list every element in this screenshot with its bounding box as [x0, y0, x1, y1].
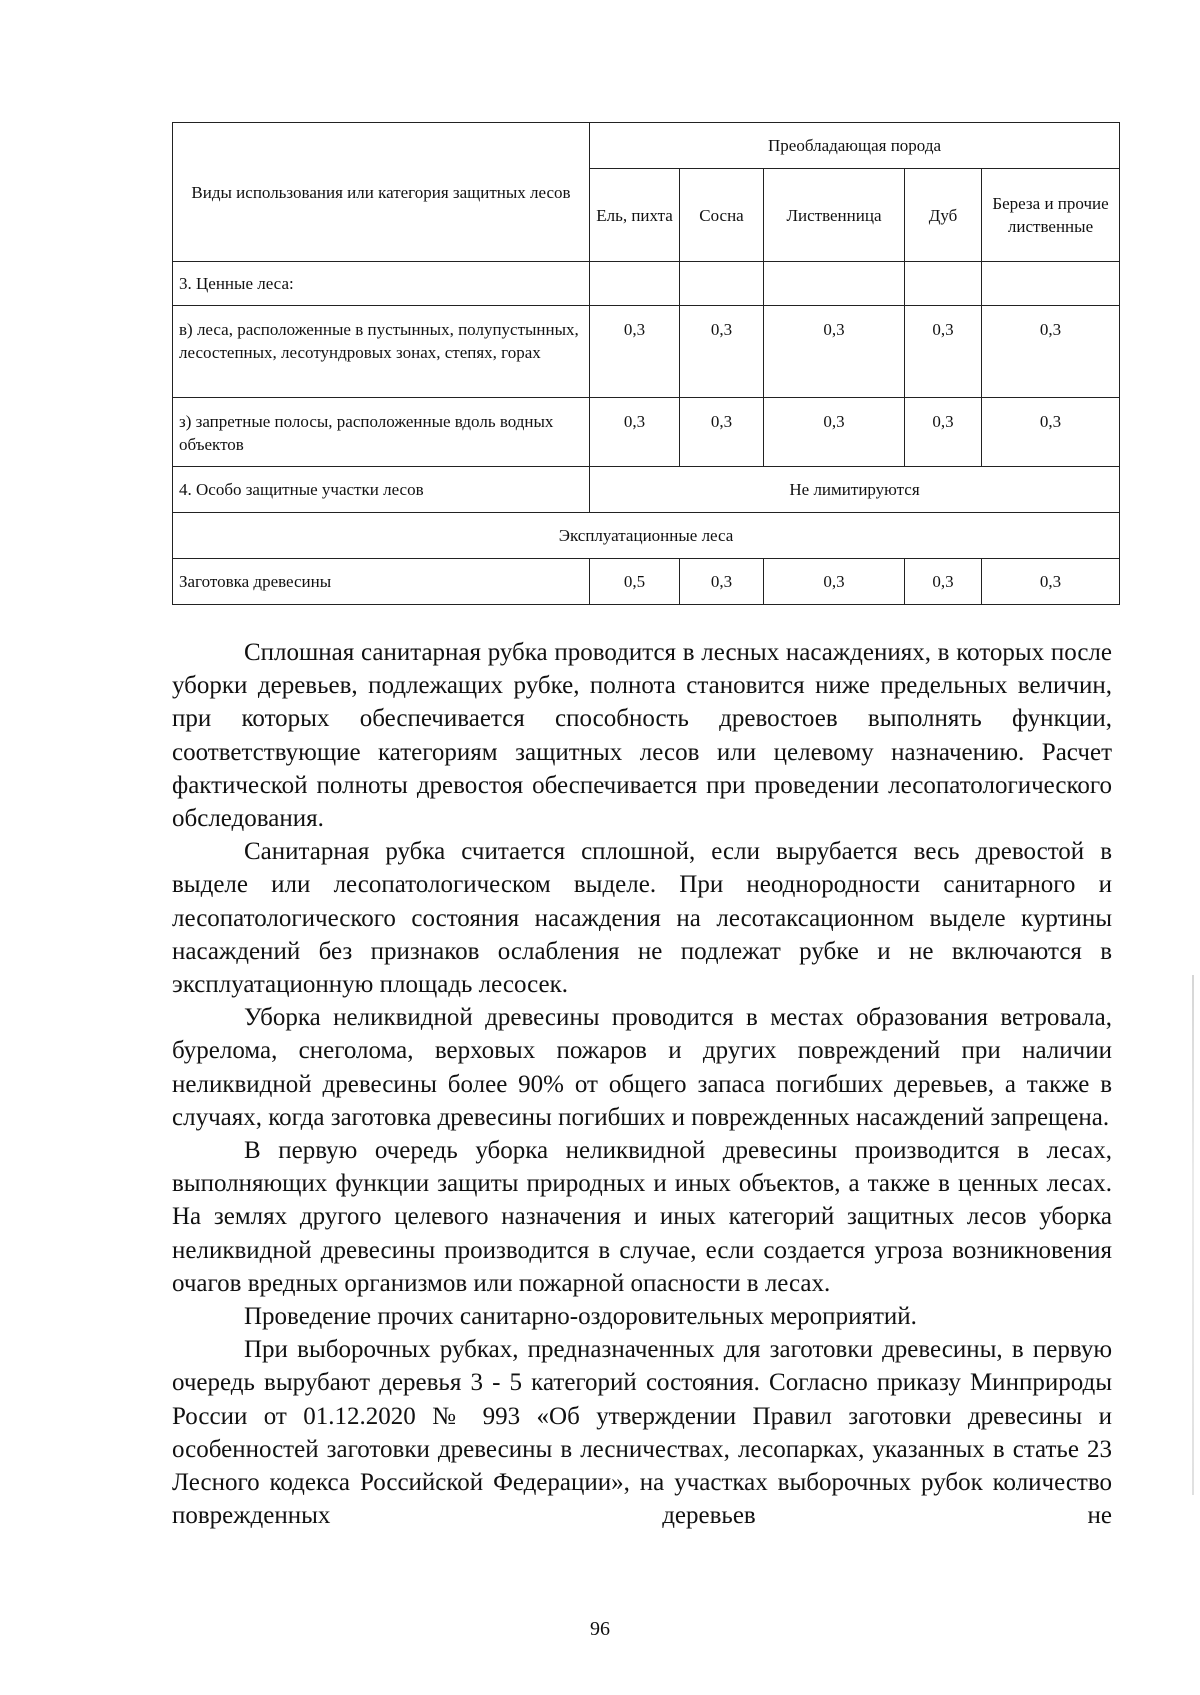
table-cell: [680, 262, 764, 306]
table-row: [173, 306, 1120, 398]
row-label-valuable-forests: 3. Ценные леса:: [173, 262, 590, 306]
paragraph: В первую очередь уборка неликвидной древесины производится в лесах, выполняющих функции защиты природных и иных объектов, а также в ценных лесах. На землях другого целевого назначения и иных категорий защитных лесов уборка неликвидной древесины производится в случае, если создается угроза возникновения очагов вредных организмов или пожарной опасности в лесах.: [172, 1137, 1112, 1297]
page-number: 96: [590, 1618, 610, 1640]
header-species-larch: Лиственница: [764, 169, 905, 262]
body-text: [172, 636, 1112, 1532]
table-cell: 0,3: [905, 398, 982, 467]
row-label-restricted-strips: з) запретные полосы, расположенные вдоль водных объектов: [173, 398, 590, 467]
row-label-timber-harvest: Заготовка древесины: [173, 559, 590, 605]
section-operational-forests: Эксплуатационные леса: [173, 513, 1120, 559]
header-usage-type: Виды использования или категория защитных лесов: [173, 123, 590, 262]
header-dominant-species: Преобладающая порода: [590, 123, 1120, 169]
table-section-row: [173, 513, 1120, 559]
table-header-row: [173, 123, 1120, 169]
table-cell: 0,3: [680, 306, 764, 398]
paragraph: Уборка неликвидной древесины проводится в местах образования ветровала, бурелома, снеголома, верховых пожаров и других повреждений при наличии неликвидной древесины более 90% от общего запаса погибших деревьев, а также в случаях, когда заготовка древесины погибших и поврежденных насаждений запрещена.: [172, 1004, 1112, 1131]
table-row: [173, 398, 1120, 467]
table-cell: 0,3: [590, 398, 680, 467]
table-cell: 0,3: [680, 559, 764, 605]
table-cell: 0,3: [764, 398, 905, 467]
table-row: [173, 262, 1120, 306]
table-cell: [905, 262, 982, 306]
header-species-oak: Дуб: [905, 169, 982, 262]
header-species-birch-other: Береза и прочие лиственные: [982, 169, 1120, 262]
table-cell: 0,3: [982, 398, 1120, 467]
table-row: [173, 559, 1120, 605]
table-cell: 0,3: [905, 559, 982, 605]
table-cell: 0,3: [764, 306, 905, 398]
paragraph: Проведение прочих санитарно-оздоровительных мероприятий.: [244, 1303, 917, 1331]
table-row: [173, 467, 1120, 513]
forest-usage-table: [172, 122, 1120, 605]
scan-edge-mark: [1192, 975, 1194, 1495]
table-cell: 0,5: [590, 559, 680, 605]
table-cell: 0,3: [590, 306, 680, 398]
table-cell: [982, 262, 1120, 306]
header-species-spruce-fir: Ель, пихта: [590, 169, 680, 262]
table-cell: [764, 262, 905, 306]
paragraph: Санитарная рубка считается сплошной, если вырубается весь древостой в выделе или лесопатологическом выделе. При неоднородности санитарного и лесопатологического состояния насаждения на лесотаксационном выделе куртины насаждений без признаков ослабления не подлежат рубке и не включаются в эксплуатационную площадь лесосек.: [172, 838, 1112, 999]
row-label-special-protective: 4. Особо защитные участки лесов: [173, 467, 590, 513]
table-cell: [590, 262, 680, 306]
paragraph: При выборочных рубках, предназначенных для заготовки древесины, в первую очередь вырубают деревья 3 - 5 категорий состояния. Согласно приказу Минприроды России от 01.12.2020 № 993 «Об утверждении Правил заготовки древесины и особенностей заготовки древесины в лесничествах, лесопарках, указанных в статье 23 Лесного кодекса Российской Федерации», на участках выборочных рубок количество поврежденных деревьев не: [172, 1336, 1112, 1530]
header-species-pine: Сосна: [680, 169, 764, 262]
paragraph: Сплошная санитарная рубка проводится в лесных насаждениях, в которых после уборки деревьев, подлежащих рубке, полнота становится ниже предельных величин, при которых обеспечивается способность древостоев выполнять функции, соответствующие категориям защитных лесов или целевому назначению. Расчет фактической полноты древостоя обеспечивается при проведении лесопатологического обследования.: [172, 639, 1112, 833]
table-cell: 0,3: [764, 559, 905, 605]
table-cell: 0,3: [982, 559, 1120, 605]
row-label-desert-zones: в) леса, расположенные в пустынных, полупустынных, лесостепных, лесотундровых зонах, степях, горах: [173, 306, 590, 398]
table-cell: 0,3: [680, 398, 764, 467]
not-limited-cell: Не лимитируются: [590, 467, 1120, 513]
table-cell: 0,3: [982, 306, 1120, 398]
table-cell: 0,3: [905, 306, 982, 398]
